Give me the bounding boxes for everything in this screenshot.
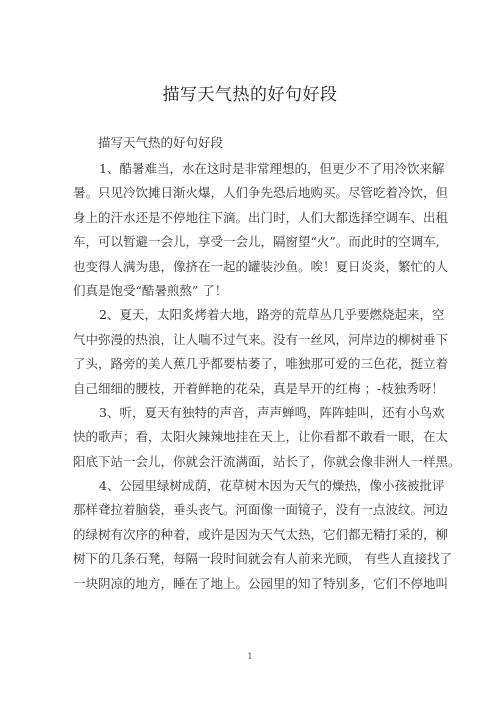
document-subtitle: 描写天气热的好句好段 [98,135,224,150]
paragraph-line: 自己细细的腰枝，开着鲜艳的花朵，真是旱开的红梅 ；-枝独秀呀！ [73,380,444,396]
paragraph-line: 4、公园里绿树成荫，花草树木因为天气的燥热，像小孩被批评 [99,478,445,494]
paragraph-2 [73,303,449,401]
paragraph-line: 一块阴凉的地方，睡在了地上。公园里的知了特别多，它们不停地叫 [73,575,449,591]
paragraph-line: 车，可以暂避一会儿，享受一会儿，隔窗望“火”。而此时的空调车, [73,234,440,250]
paragraph-4 [73,474,452,596]
paragraph-line: 那样聋拉着脑袋，垂头丧气。河面像一面镜子，没有一点波纹。河边 [73,502,449,518]
paragraph-line: 1、酷暑难当，水在这时是非常理想的，但更少不了用冷饮来解 [99,161,445,176]
paragraph-line: 们真是饱受“酷暑煎熬” 了！ [73,282,228,298]
paragraph-line: 了头，路旁的美人蕉几乎都要枯萎了，唯独那可爱的三色花，挺立着 [73,356,449,372]
paragraph-line: 身上的汗水还是不停地往下滴。出门时，人们大都选择空调车、出租 [73,209,449,225]
page-number: 1 [247,652,253,661]
paragraph-line: 也变得人满为患，像挤在一起的罐装沙鱼。唉！夏日炎炎，繁忙的人 [73,258,449,274]
paragraph-line: 树下的几条石凳，每隔一段时间就会有人前来光顾， 有些人直接找了 [73,551,452,567]
paragraph-line: 3、听，夏天有独特的声音，声声蝉鸣，阵阵蛙叫，还有小鸟欢 [99,404,445,420]
paragraph-line: 暑。只见冷饮摊日渐火爆，人们争先恐后地购买。尽管吃着冷饮，但 [73,185,449,201]
paragraph-line: 快的歌声；看，太阳火辣辣地挂在天上，让你看都不敢看一眼，在太 [73,429,449,445]
paragraph-line: 气中弥漫的热浪，让人喘不过气来。没有一丝风，河岸边的柳树垂下 [73,331,449,347]
paragraph-line: 阳底下站一会儿，你就会汗流满面，站长了，你就会像非洲人一样黑。 [73,453,461,469]
paragraph-1 [73,157,449,303]
paragraph-line: 2、夏天，太阳炙烤着大地，路旁的荒草丛几乎要燃烧起来，空 [99,307,445,323]
document-title: 描写天气热的好句好段 [162,85,338,105]
document-body [73,157,461,596]
paragraph-3 [73,401,461,474]
paragraph-line: 的绿树有次序的种着，或许是因为天气太热，它们都无精打采的，柳 [73,526,449,542]
